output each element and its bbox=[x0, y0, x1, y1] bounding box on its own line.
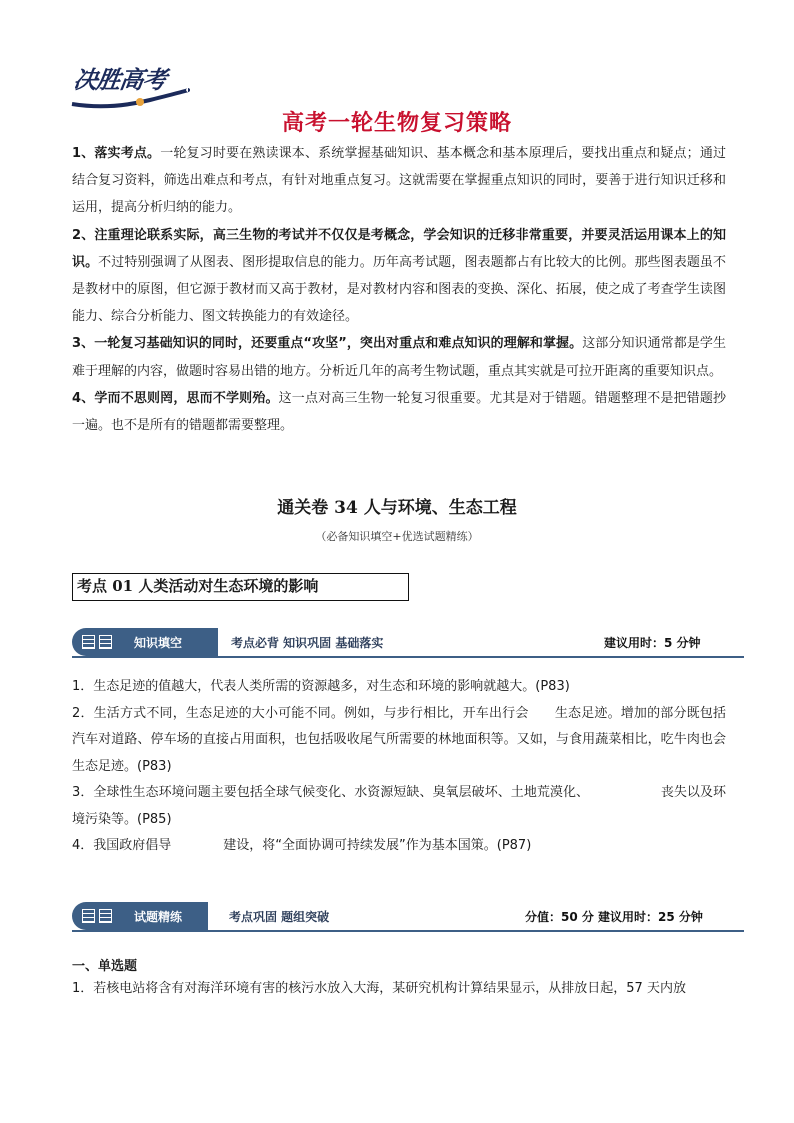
main-title: 高考一轮生物复习策略 bbox=[281, 111, 512, 136]
band-suggested-time: 建议用时：5 分钟 bbox=[604, 636, 701, 650]
section-heading: 一、单选题 bbox=[72, 959, 138, 974]
intro-paragraph: 4、学而不思则罔，思而不学则殆。这一点对高三生物一轮复习很重要。尤其是对于错题。错题整理不是把错题抄一遍。也不是所有的错题都需要整理。 bbox=[72, 390, 726, 434]
intro-paragraph: 3、一轮复习基础知识的同时，还要重点“攻坚”，突出对重点和难点知识的理解和掌握。这部分知识通常都是学生难于理解的内容，做题时容易出错的地方。分析近几年的高考生物试题，重点其实就是可拉开距离的重要知识点。 bbox=[72, 336, 726, 379]
intro-paragraph: 2、注重理论联系实际，高三生物的考试并不仅仅是考概念，学会知识的迁移非常重要，并要灵活运用课本上的知识。不过特别强调了从图表、图形提取信息的能力。历年高考试题，图表题都占有比较大的比例。那些图表题虽不是教材中的原图，但它源于教材而又高于教材，是对教材内容和图表的变换、深化、拓展，使之成了考查学生读图能力、综合分析能力、图文转换能力的有效途径。 bbox=[72, 227, 726, 325]
question-text: 1．若核电站将含有对海洋环境有害的核污水放入大海，某研究机构计算结果显示，从排放日起，57 天内放 bbox=[72, 981, 686, 996]
book-icon bbox=[82, 909, 114, 923]
volume-title: 通关卷 34 人与环境、生态工程 bbox=[277, 498, 517, 518]
band-description: 考点必背 知识巩固 基础落实 bbox=[231, 636, 384, 650]
logo bbox=[70, 60, 190, 112]
band-score-time: 分值：50 分 建议用时：25 分钟 bbox=[525, 910, 703, 924]
intro-paragraph: 1、落实考点。一轮复习时要在熟读课本、系统掌握基础知识、基本概念和基本原理后，要找出重点和疑点；通过结合复习资料，筛选出难点和考点，有针对地重点复习。这就需要在掌握重点知识的同时，要善于进行知识迁移和运用，提高分析归纳的能力。 bbox=[72, 146, 726, 216]
band-divider bbox=[72, 930, 744, 932]
book-icon bbox=[82, 635, 114, 649]
knowledge-fill-list bbox=[72, 674, 753, 860]
band-divider bbox=[72, 656, 744, 658]
band-tag-label: 知识填空 bbox=[134, 636, 183, 650]
kaodian-heading: 考点 01 人类活动对生态环境的影响 bbox=[72, 573, 409, 601]
list-item: 1．生态足迹的值越大，代表人类所需的资源越多，对生态和环境的影响就越大。(P83) bbox=[72, 679, 570, 694]
volume-subtitle: （必备知识填空+优选试题精练） bbox=[315, 530, 479, 543]
band-tag bbox=[72, 628, 218, 656]
logo-text: 决胜高考 bbox=[71, 65, 168, 94]
practice-band bbox=[72, 902, 744, 932]
knowledge-fill-band bbox=[72, 628, 744, 658]
band-description: 考点巩固 题组突破 bbox=[229, 910, 330, 924]
band-tag bbox=[72, 902, 208, 930]
band-tag-label: 试题精练 bbox=[134, 910, 183, 924]
list-item: 2．生活方式不同，生态足迹的大小可能不同。例如，与步行相比，开车出行会 生态足迹。增加的部分既包括汽车对道路、停车场的直接占用面积，也包括吸收尾气所需要的林地面积等。又如，与食用蔬菜相比，吃牛肉也会 生态足迹。(P83) bbox=[72, 705, 753, 774]
list-item: 4．我国政府倡导 建设，将“全面协调可持续发展”作为基本国策。(P87) bbox=[72, 838, 532, 853]
list-item: 3．全球性生态环境问题主要包括全球气候变化、水资源短缺、臭氧层破坏、土地荒漠化、 丧失以及环境污染等。(P85) bbox=[72, 785, 726, 827]
intro-section bbox=[72, 140, 726, 439]
